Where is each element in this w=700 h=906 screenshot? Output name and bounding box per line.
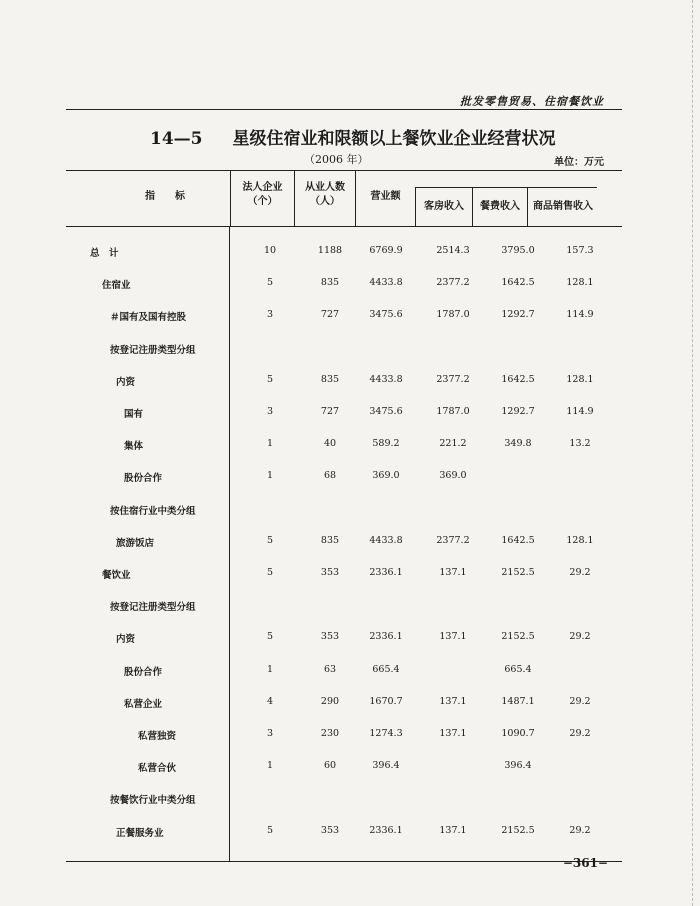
row-label: 旅游饭店 bbox=[116, 537, 155, 549]
row-label: 国有 bbox=[124, 409, 144, 420]
table-row bbox=[66, 825, 622, 839]
cell-value: 60 bbox=[323, 760, 337, 772]
cell-value: 1292.7 bbox=[501, 309, 535, 321]
unit-label: 单位：万元 bbox=[554, 157, 604, 168]
cell-value: 369.0 bbox=[372, 470, 400, 482]
cell-value: 2514.3 bbox=[436, 245, 470, 256]
cell-value: 137.1 bbox=[439, 728, 467, 739]
cell-value: 137.1 bbox=[439, 631, 467, 643]
table-row bbox=[66, 470, 622, 484]
cell-value: 29.2 bbox=[569, 728, 591, 739]
table-row bbox=[66, 438, 622, 452]
cell-value: 353 bbox=[320, 824, 340, 836]
cell-value: 5 bbox=[266, 534, 274, 546]
header-rule bbox=[66, 109, 622, 110]
cell-value: 1642.5 bbox=[501, 534, 535, 546]
cell-value: 349.8 bbox=[504, 438, 532, 450]
cell-value: 29.2 bbox=[569, 567, 591, 578]
cell-value: 1670.7 bbox=[369, 695, 403, 707]
cell-value: 128.1 bbox=[566, 534, 594, 546]
cell-value: 1 bbox=[266, 663, 274, 675]
table-row bbox=[66, 567, 622, 581]
header-catering-income: 餐费收入 bbox=[480, 201, 520, 212]
cell-value: 5 bbox=[266, 824, 274, 836]
cell-value: 2152.5 bbox=[501, 824, 535, 836]
row-label: 私营独资 bbox=[138, 731, 177, 742]
cell-value: 10 bbox=[263, 245, 277, 256]
cell-value: 137.1 bbox=[439, 567, 467, 578]
cell-value: 727 bbox=[320, 309, 340, 321]
row-label: 总 计 bbox=[90, 248, 119, 259]
table-row bbox=[66, 309, 622, 323]
header-legal-units bbox=[231, 181, 294, 209]
header-employees bbox=[295, 181, 355, 209]
table-row bbox=[66, 728, 622, 742]
cell-value: 396.4 bbox=[372, 760, 400, 772]
cell-value: 3795.0 bbox=[501, 245, 535, 256]
table-row bbox=[66, 696, 622, 710]
table-row bbox=[66, 599, 622, 613]
cell-value: 1787.0 bbox=[436, 406, 470, 417]
table-row bbox=[66, 245, 622, 259]
table-row bbox=[66, 277, 622, 291]
page-number: −361− bbox=[562, 856, 608, 870]
cell-value: 2336.1 bbox=[369, 824, 403, 836]
cell-value: 3475.6 bbox=[369, 309, 403, 321]
header-goods-income: 商品销售收入 bbox=[533, 201, 593, 212]
cell-value: 4433.8 bbox=[369, 277, 403, 289]
header-revenue: 营业额 bbox=[370, 191, 401, 202]
cell-value: 29.2 bbox=[569, 695, 591, 707]
table-row bbox=[66, 406, 622, 420]
cell-value: 2377.2 bbox=[436, 373, 470, 385]
cell-value: 2336.1 bbox=[369, 567, 403, 578]
cell-value: 1642.5 bbox=[501, 373, 535, 385]
cell-value: 29.2 bbox=[569, 824, 591, 836]
row-label: 餐饮业 bbox=[102, 570, 131, 581]
cell-value: 5 bbox=[266, 277, 274, 289]
cell-value: 68 bbox=[323, 470, 337, 482]
table-bottom-rule bbox=[66, 861, 622, 862]
cell-value: 4433.8 bbox=[369, 534, 403, 546]
cell-value: 1188 bbox=[317, 245, 343, 256]
cell-value: 128.1 bbox=[566, 277, 594, 289]
cell-value: 128.1 bbox=[566, 373, 594, 385]
scan-edge bbox=[692, 0, 694, 906]
header-indicator: 指 标 bbox=[145, 191, 185, 202]
row-label: 股份合作 bbox=[124, 666, 163, 678]
cell-value: 2336.1 bbox=[369, 631, 403, 643]
cell-value: 835 bbox=[320, 373, 340, 385]
cell-value: 2377.2 bbox=[436, 277, 470, 289]
cell-value: 2152.5 bbox=[501, 631, 535, 643]
header-employees-line2: （人） bbox=[310, 196, 340, 207]
cell-value: 137.1 bbox=[439, 824, 467, 836]
cell-value: 665.4 bbox=[372, 663, 400, 675]
cell-value: 157.3 bbox=[566, 245, 594, 256]
row-label: 集体 bbox=[124, 441, 144, 453]
cell-value: 1 bbox=[266, 760, 274, 772]
row-label: 内资 bbox=[116, 634, 136, 646]
cell-value: 137.1 bbox=[439, 695, 467, 707]
header-employees-line1: 从业人数 bbox=[305, 182, 345, 193]
cell-value: 1 bbox=[266, 470, 274, 482]
table-year: （2006 年） bbox=[304, 153, 369, 166]
row-label: 按登记注册类型分组 bbox=[110, 602, 196, 614]
cell-value: 1 bbox=[266, 438, 274, 450]
cell-value: 29.2 bbox=[569, 631, 591, 643]
cell-value: 40 bbox=[323, 438, 337, 450]
cell-value: 1787.0 bbox=[436, 309, 470, 321]
header-legal-units-line1: 法人企业 bbox=[242, 182, 283, 193]
cell-value: 835 bbox=[320, 534, 340, 546]
cell-value: 1642.5 bbox=[501, 277, 535, 289]
table-top-rule bbox=[66, 170, 622, 171]
row-label: 按登记注册类型分组 bbox=[110, 344, 196, 356]
cell-value: 3475.6 bbox=[369, 406, 403, 417]
row-label: 住宿业 bbox=[102, 280, 131, 292]
table-number: 14—5 bbox=[150, 129, 203, 149]
header-bottom-rule bbox=[66, 226, 622, 227]
cell-value: 4433.8 bbox=[369, 373, 403, 385]
header-legal-units-line2: （个） bbox=[247, 196, 278, 207]
cell-value: 353 bbox=[320, 567, 340, 578]
cell-value: 835 bbox=[320, 277, 340, 289]
cell-value: 1274.3 bbox=[369, 728, 403, 739]
row-label: 私营合伙 bbox=[138, 763, 177, 775]
header-room-income: 客房收入 bbox=[424, 201, 464, 212]
table-title bbox=[150, 124, 556, 149]
table-row bbox=[66, 342, 622, 356]
cell-value: 1292.7 bbox=[501, 406, 535, 417]
cell-value: 5 bbox=[266, 567, 274, 578]
cell-value: 2377.2 bbox=[436, 534, 470, 546]
cell-value: 1090.7 bbox=[501, 728, 535, 739]
cell-value: 63 bbox=[323, 663, 337, 675]
row-label: ＃国有及国有控股 bbox=[110, 312, 187, 324]
cell-value: 3 bbox=[266, 728, 274, 739]
table-row bbox=[66, 664, 622, 678]
cell-value: 2152.5 bbox=[501, 567, 535, 578]
cell-value: 589.2 bbox=[372, 438, 400, 450]
cell-value: 114.9 bbox=[566, 406, 594, 417]
table-row bbox=[66, 535, 622, 549]
row-label: 私营企业 bbox=[124, 698, 163, 710]
cell-value: 369.0 bbox=[439, 470, 467, 482]
table-row bbox=[66, 760, 622, 774]
cell-value: 3 bbox=[266, 309, 274, 321]
cell-value: 6769.9 bbox=[369, 245, 403, 256]
running-head: 批发零售贸易、住宿餐饮业 bbox=[460, 95, 604, 108]
table-row bbox=[66, 792, 622, 806]
cell-value: 290 bbox=[320, 695, 340, 707]
cell-value: 114.9 bbox=[566, 309, 594, 321]
cell-value: 230 bbox=[320, 728, 340, 739]
cell-value: 727 bbox=[320, 406, 340, 417]
cell-value: 221.2 bbox=[439, 438, 467, 450]
cell-value: 1487.1 bbox=[501, 695, 535, 707]
row-label: 按餐饮行业中类分组 bbox=[110, 795, 196, 807]
table-row bbox=[66, 631, 622, 645]
cell-value: 4 bbox=[266, 695, 274, 707]
cell-value: 3 bbox=[266, 406, 274, 417]
table-row bbox=[66, 503, 622, 517]
cell-value: 5 bbox=[266, 631, 274, 643]
cell-value: 13.2 bbox=[569, 438, 591, 450]
row-label: 股份合作 bbox=[124, 473, 163, 485]
table-row bbox=[66, 374, 622, 388]
table-title-text: 星级住宿业和限额以上餐饮业企业经营状况 bbox=[232, 129, 556, 149]
cell-value: 665.4 bbox=[504, 663, 532, 675]
cell-value: 396.4 bbox=[504, 760, 532, 772]
row-label: 内资 bbox=[116, 376, 136, 388]
row-label: 按住宿行业中类分组 bbox=[110, 505, 196, 517]
cell-value: 353 bbox=[320, 631, 340, 643]
cell-value: 5 bbox=[266, 373, 274, 385]
sub-header-rule bbox=[415, 187, 597, 188]
row-label: 正餐服务业 bbox=[116, 827, 164, 839]
